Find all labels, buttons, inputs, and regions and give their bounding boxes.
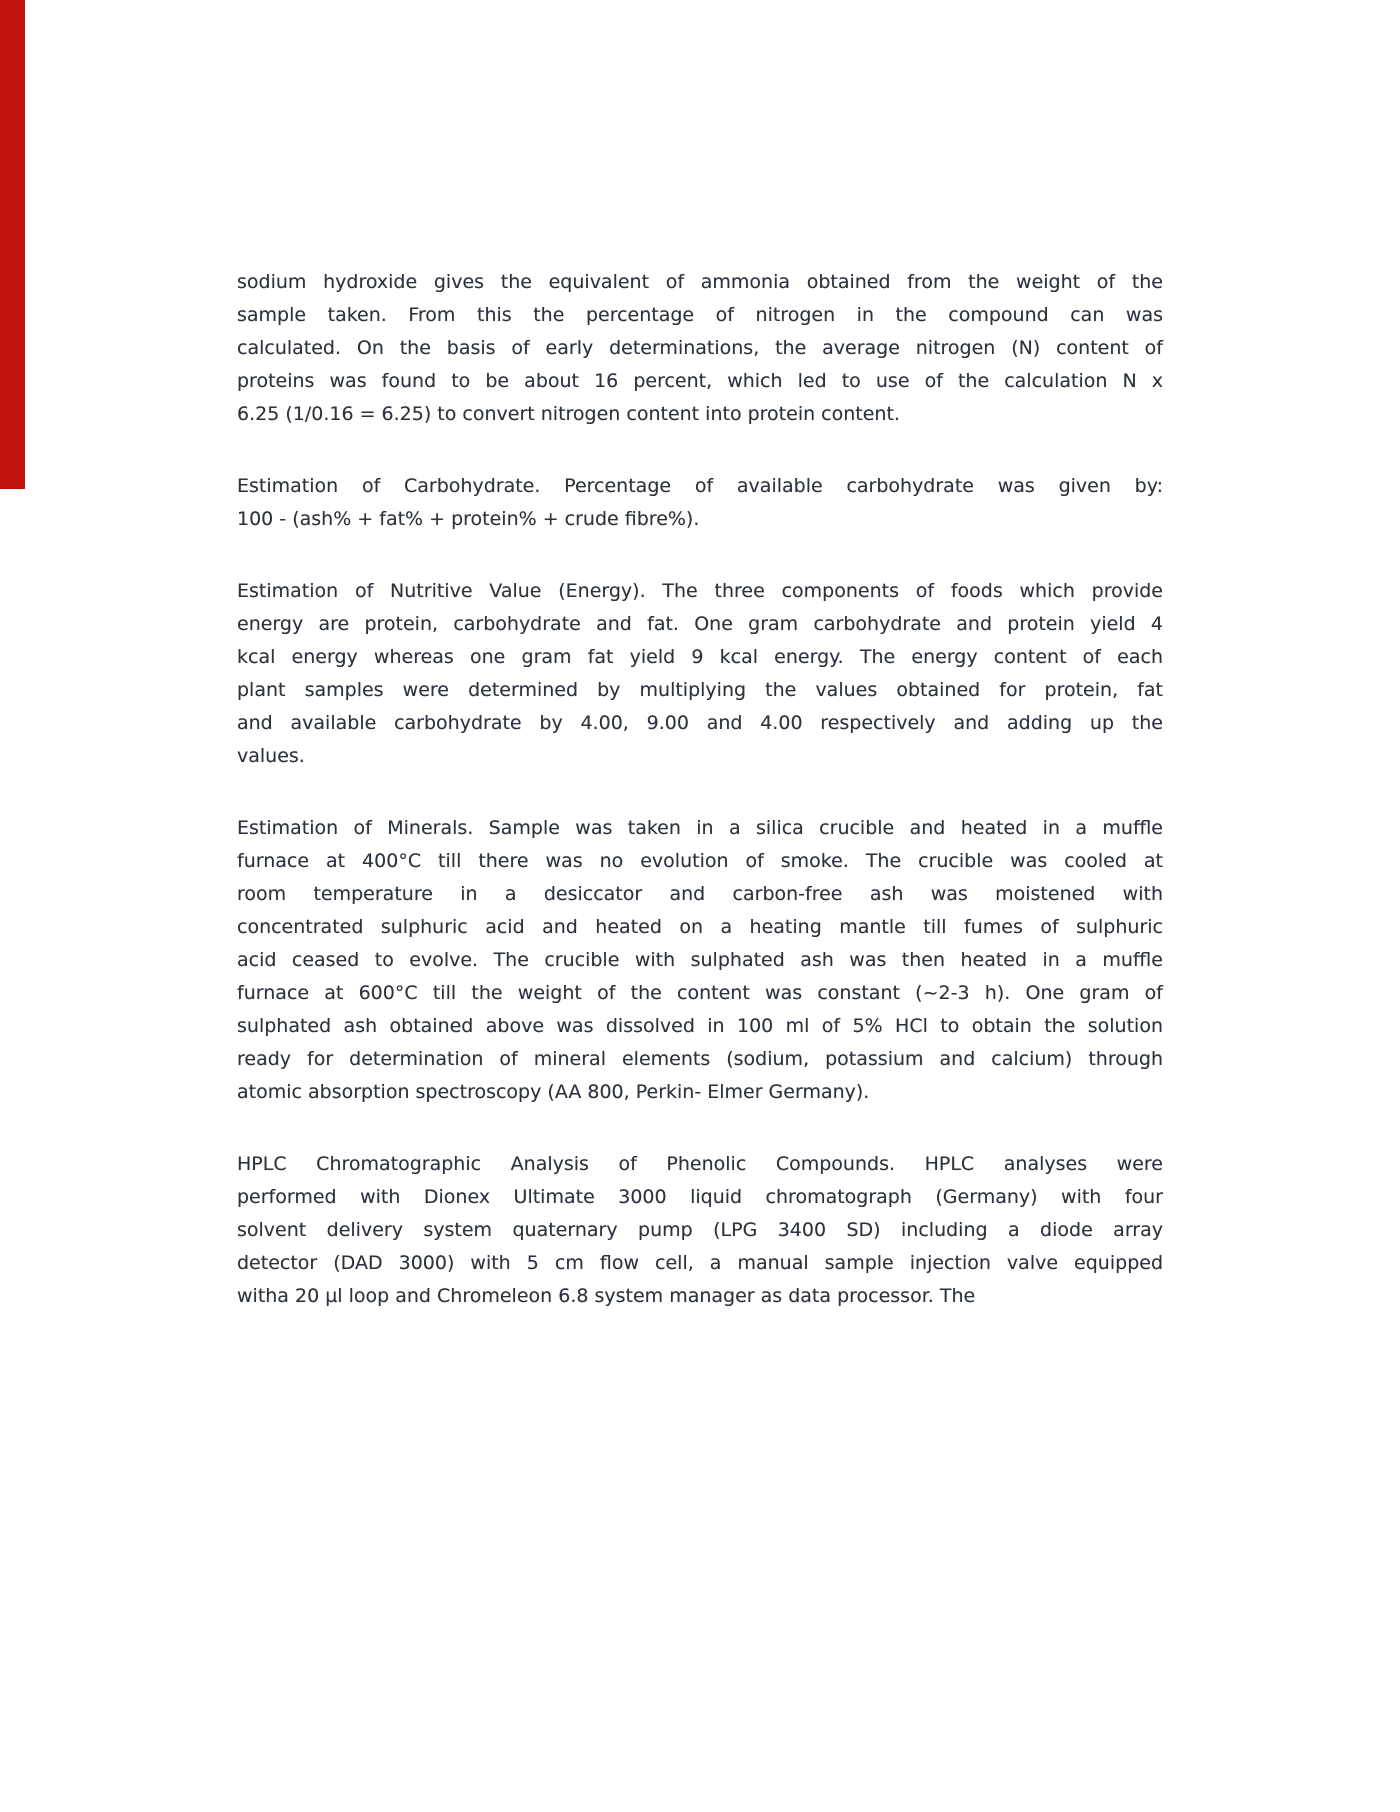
text-line: plant samples were determined by multiplying the values obtained for protein, fat — [237, 679, 1163, 701]
text-line: sulphated ash obtained above was dissolved in 100 ml of 5% HCl to obtain the solution — [237, 1015, 1163, 1037]
text-line: performed with Dionex Ultimate 3000 liquid chromatograph (Germany) with four — [237, 1186, 1163, 1208]
text-block — [237, 266, 1163, 1352]
paragraph-carbohydrate — [237, 470, 1163, 536]
text-line: detector (DAD 3000) with 5 cm flow cell, a manual sample injection valve equipped — [237, 1252, 1163, 1274]
text-line: Estimation of Nutritive Value (Energy). The three components of foods which provide — [237, 580, 1163, 602]
text-line: HPLC Chromatographic Analysis of Phenolic Compounds. HPLC analyses were — [237, 1153, 1163, 1175]
text-line: kcal energy whereas one gram fat yield 9 kcal energy. The energy content of each — [237, 646, 1163, 668]
text-line: values. — [237, 745, 305, 767]
text-line: calculated. On the basis of early determinations, the average nitrogen (N) content of — [237, 337, 1163, 359]
text-line: sodium hydroxide gives the equivalent of ammonia obtained from the weight of the — [237, 271, 1163, 293]
text-line: proteins was found to be about 16 percent, which led to use of the calculation N x — [237, 370, 1163, 392]
text-line: Estimation of Minerals. Sample was taken in a silica crucible and heated in a muffle — [237, 817, 1163, 839]
text-line: furnace at 400°C till there was no evolution of smoke. The crucible was cooled at — [237, 850, 1163, 872]
text-line: furnace at 600°C till the weight of the content was constant (~2-3 h). One gram of — [237, 982, 1163, 1004]
text-line: Estimation of Carbohydrate. Percentage of available carbohydrate was given by: — [237, 475, 1163, 497]
text-line: room temperature in a desiccator and carbon-free ash was moistened with — [237, 883, 1163, 905]
text-line: acid ceased to evolve. The crucible with sulphated ash was then heated in a muffle — [237, 949, 1163, 971]
text-line: concentrated sulphuric acid and heated on a heating mantle till fumes of sulphuric — [237, 916, 1163, 938]
text-line: 6.25 (1/0.16 = 6.25) to convert nitrogen content into protein content. — [237, 403, 900, 425]
text-line: energy are protein, carbohydrate and fat. One gram carbohydrate and protein yield 4 — [237, 613, 1163, 635]
text-line: witha 20 µl loop and Chromeleon 6.8 system manager as data processor. The — [237, 1285, 976, 1307]
paragraph-hplc-analysis — [237, 1148, 1163, 1313]
red-margin-bar — [0, 0, 25, 489]
paragraph-nutritive-value — [237, 575, 1163, 773]
text-line: 100 - (ash% + fat% + protein% + crude fibre%). — [237, 508, 700, 530]
text-line: sample taken. From this the percentage of nitrogen in the compound can was — [237, 304, 1163, 326]
text-line: solvent delivery system quaternary pump (LPG 3400 SD) including a diode array — [237, 1219, 1163, 1241]
paragraph-nitrogen-protein — [237, 266, 1163, 431]
paragraph-minerals — [237, 812, 1163, 1109]
text-line: ready for determination of mineral elements (sodium, potassium and calcium) through — [237, 1048, 1163, 1070]
text-line: atomic absorption spectroscopy (AA 800, Perkin- Elmer Germany). — [237, 1081, 870, 1103]
text-line: and available carbohydrate by 4.00, 9.00 and 4.00 respectively and adding up the — [237, 712, 1163, 734]
